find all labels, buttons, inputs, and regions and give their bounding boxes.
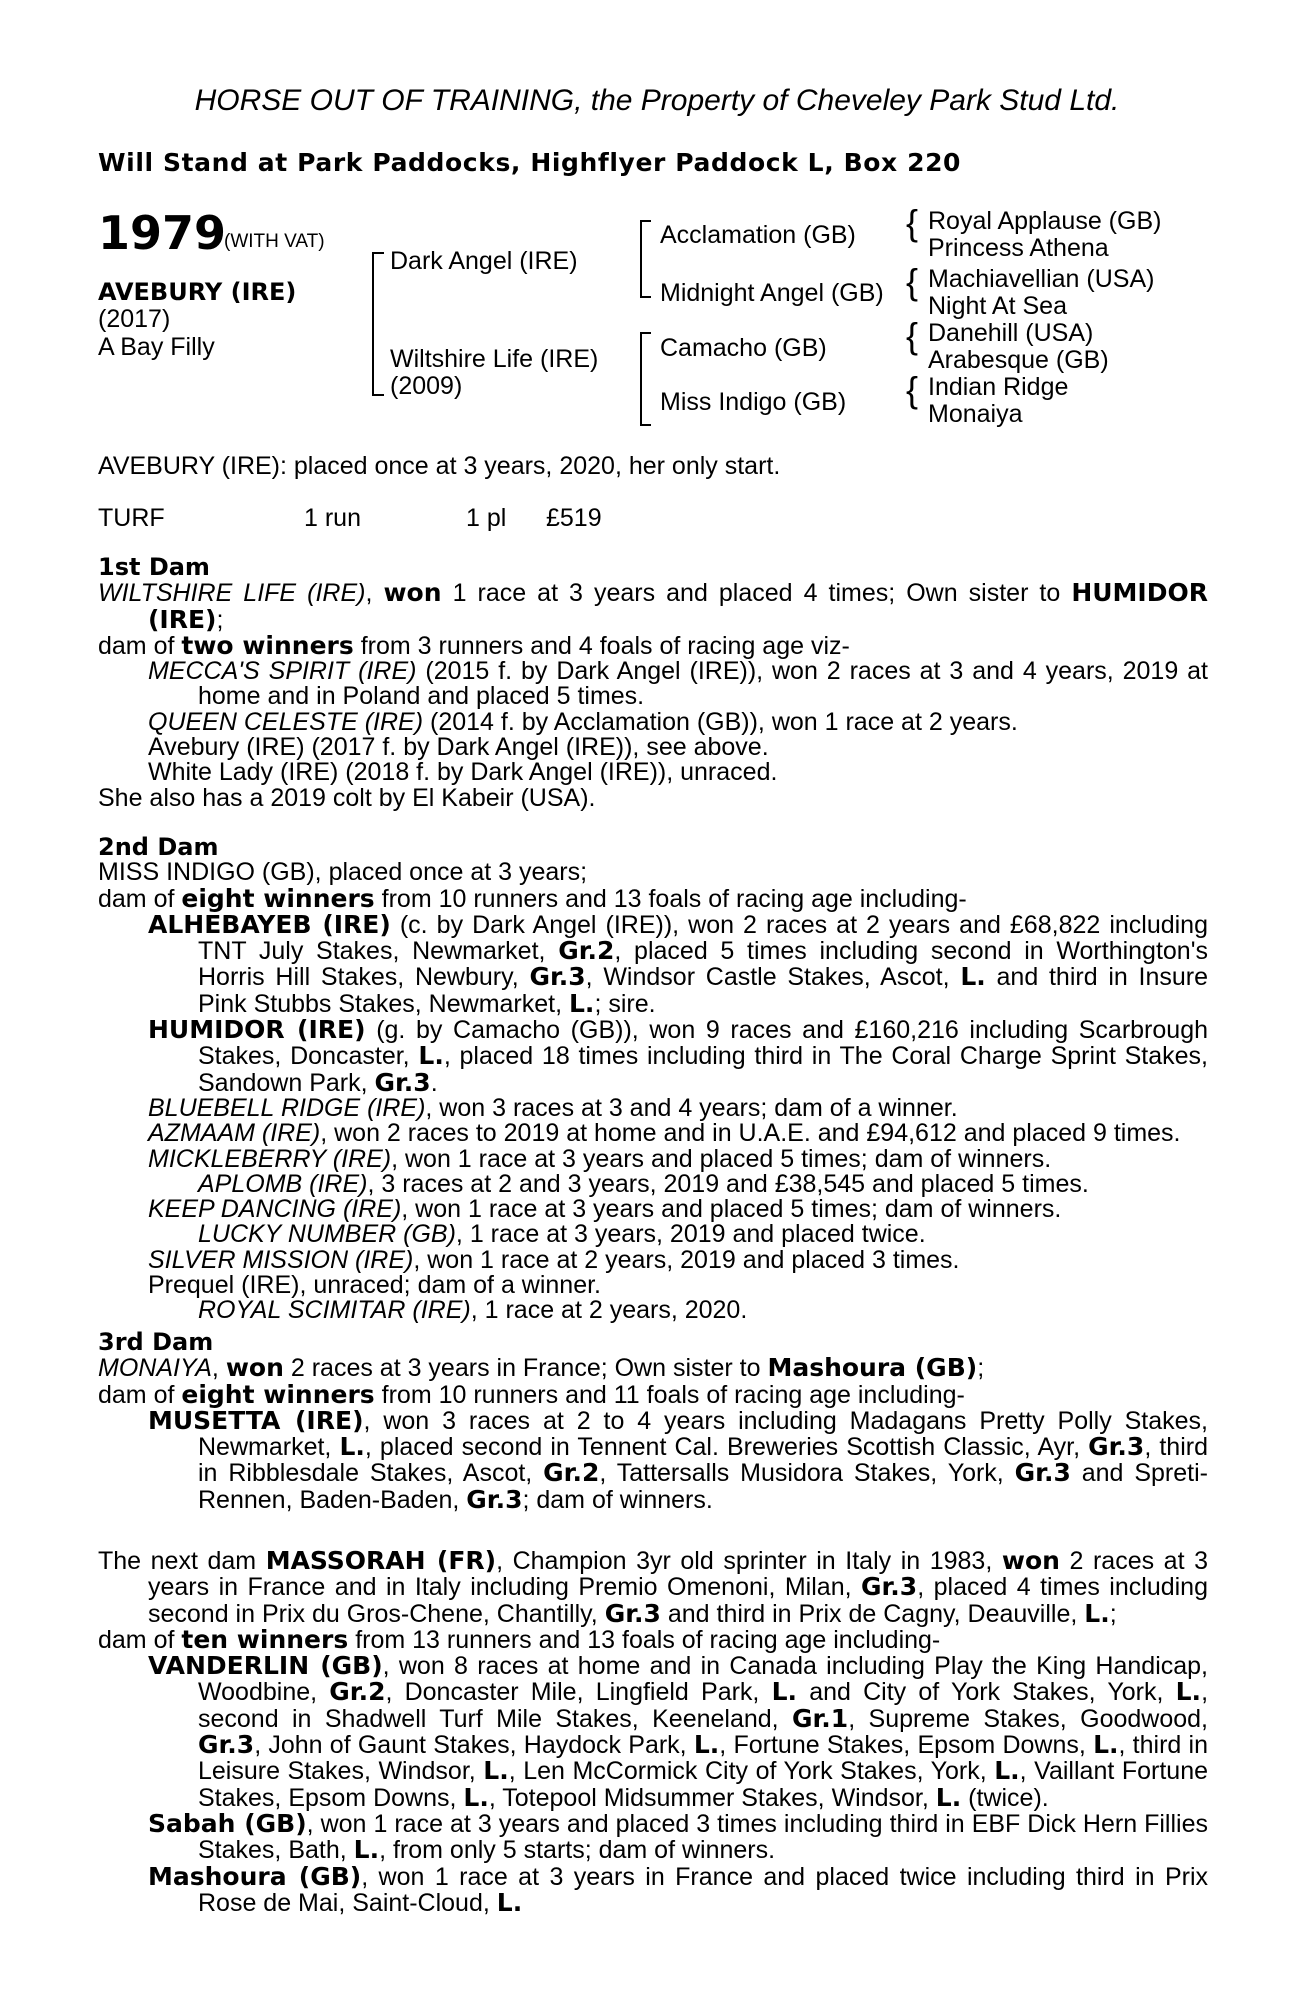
produce-name: MUSETTA (IRE) — [148, 1405, 364, 1435]
pedigree-dam-year: (2009) — [390, 372, 463, 400]
text: , Fortune Stakes, Epsom Downs, — [719, 1731, 1086, 1760]
listed: L. — [483, 1756, 509, 1786]
sister-name: HUMIDOR (IRE) — [148, 578, 1208, 634]
produce-item — [98, 909, 1209, 1018]
text: , placed second in Tennent Cal. Breweries Scottish Classic, Ayr, — [364, 1433, 1081, 1462]
listed: L. — [771, 1677, 798, 1707]
turf-runs: 1 run — [304, 504, 361, 532]
produce-item — [98, 1808, 1209, 1865]
pedigree-dss: Danehill (USA) — [928, 319, 1094, 347]
produce-item — [98, 1144, 1208, 1173]
produce-name: SILVER MISSION (IRE) — [148, 1245, 414, 1274]
text: , won 1 race at 3 years and placed 3 times including third in EBF Dick Hern Fillies Stakes, Bath, — [198, 1809, 1209, 1865]
pedigree-dam-sire: Camacho (GB) — [660, 334, 827, 362]
produce-item — [98, 1245, 1208, 1274]
section-heading: 3rd Dam — [98, 1328, 214, 1356]
produce-name: KEEP DANCING (IRE) — [148, 1195, 402, 1224]
text: , placed 4 times including second in Prix du Gros-Chene, Chantilly, — [148, 1573, 1208, 1628]
produce-note: She also has a 2019 colt by El Kabeir (USA). — [98, 783, 596, 812]
produce-item — [98, 1298, 1208, 1323]
produce-name: VANDERLIN (GB) — [148, 1651, 383, 1681]
pedigree-ssd: Princess Athena — [928, 234, 1109, 262]
dam-parents-bracket — [640, 332, 651, 426]
text: , won 1 race at 3 years and placed 5 times; dam of winners. — [391, 1144, 1052, 1173]
text: , won 1 race at 2 years, 2019 and placed 3 times. — [413, 1245, 960, 1274]
text: , Len McCormick City of York Stakes, York, — [508, 1757, 987, 1786]
text: and third in Insure Pink Stubbs Stakes, Newmarket, — [198, 963, 1209, 1018]
produce-name: MICKLEBERRY (IRE) — [148, 1144, 392, 1173]
pedigree-sss: Royal Applause (GB) — [928, 207, 1162, 235]
page-heading: HORSE OUT OF TRAINING, the Property of Cheveley Park Stud Ltd. — [194, 84, 1120, 117]
text: , won 2 races to 2019 at home and in U.A.E. and £94,612 and placed 9 times. — [320, 1119, 1181, 1148]
produce-line — [98, 883, 1208, 913]
produce-item — [98, 707, 1208, 736]
stand-location: Will Stand at Park Paddocks, Highflyer Paddock L, Box 220 — [98, 148, 962, 177]
text: , second in Shadwell Turf Mile Stakes, Keeneland, — [198, 1678, 1209, 1733]
listed: L. — [339, 1432, 365, 1462]
won-label: won — [383, 578, 442, 608]
text: 2 races at 3 years in France and in Italy including Premio Omenoni, Milan, — [148, 1547, 1209, 1602]
listed: L. — [353, 1835, 380, 1865]
won-label: won — [225, 1353, 284, 1383]
listed: L. — [693, 1730, 720, 1760]
sire-dam-bracket — [372, 252, 384, 396]
next-dam-section — [98, 1548, 1208, 1916]
grade: Gr.3 — [374, 1067, 431, 1097]
produce-item — [98, 1405, 1208, 1514]
text: , 3 races at 2 and 3 years, 2019 and £38,545 and placed 5 times. — [367, 1169, 1089, 1198]
text: and Spreti-Rennen, Baden-Baden, — [198, 1459, 1208, 1514]
produce-item — [98, 1653, 1208, 1811]
produce-name: LUCKY NUMBER (GB) — [198, 1220, 456, 1249]
horse-description: A Bay Filly — [98, 333, 215, 361]
produce-item — [98, 1197, 1208, 1222]
winners-count: two winners — [181, 630, 354, 660]
text: 2 races at 3 years in France; Own sister to — [290, 1354, 761, 1383]
brace: { — [906, 369, 919, 410]
dam-name: MONAIYA — [98, 1354, 212, 1383]
turf-placed: 1 pl — [466, 504, 507, 532]
listed: L. — [994, 1756, 1020, 1786]
brace: { — [906, 315, 919, 356]
grade: Gr.3 — [861, 1572, 918, 1602]
pedigree-dds: Indian Ridge — [928, 373, 1069, 401]
produce-line — [98, 1379, 1208, 1409]
text: , Vaillant Fortune Stakes, Epsom Downs, — [198, 1757, 1208, 1812]
pedigree-sds: Machiavellian (USA) — [928, 265, 1155, 293]
produce-item — [98, 659, 1208, 710]
first-dam-section — [98, 555, 1208, 811]
grade: Gr.3 — [604, 1598, 661, 1628]
pedigree-sire-dam: Midnight Angel (GB) — [660, 279, 884, 307]
horse-name: AVEBURY (IRE) — [98, 278, 297, 306]
listed: L. — [1093, 1730, 1119, 1760]
produce-line — [98, 630, 1208, 660]
text: (c. by Dark Angel (IRE)), won 2 races at 2 years and £68,822 including TNT July Stakes, Newmarket, — [198, 910, 1208, 966]
listed: L. — [1175, 1677, 1202, 1707]
text: dam of — [98, 1380, 175, 1409]
produce-item: Avebury (IRE) (2017 f. by Dark Angel (IRE)), see above. — [148, 733, 769, 762]
section-heading: 1st Dam — [98, 553, 210, 581]
produce-item: Prequel (IRE), unraced; dam of a winner. — [148, 1271, 602, 1300]
turf-record — [98, 504, 698, 534]
listed: L. — [569, 988, 595, 1018]
text: , 1 race at 2 years, 2020. — [470, 1296, 748, 1325]
text: and City of York Stakes, York, — [809, 1678, 1164, 1707]
grade: Gr.3 — [1088, 1432, 1145, 1462]
dam-name: WILTSHIRE LIFE (IRE) — [98, 579, 366, 608]
sire-parents-bracket — [640, 220, 651, 298]
produce-name: MECCA'S SPIRIT (IRE) — [148, 657, 417, 686]
text: ; sire. — [594, 989, 656, 1018]
text: dam of — [98, 884, 175, 913]
text: from 3 runners and 4 foals of racing age viz- — [360, 631, 850, 660]
produce-name: BLUEBELL RIDGE (IRE) — [148, 1093, 426, 1122]
section-heading: 2nd Dam — [98, 833, 219, 861]
text: , John of Gaunt Stakes, Haydock Park, — [254, 1731, 687, 1760]
dam-name: MASSORAH (FR) — [265, 1546, 497, 1575]
text: , won 8 races at home and in Canada including Play the King Handicap, Woodbine, — [198, 1652, 1208, 1707]
text: from 10 runners and 11 foals of racing age including- — [381, 1380, 965, 1409]
text: , Tattersalls Musidora Stakes, York, — [599, 1459, 1004, 1488]
produce-name: Mashoura (GB) — [148, 1861, 362, 1891]
pedigree-dam-dam: Miss Indigo (GB) — [660, 388, 847, 416]
winners-count: eight winners — [181, 1379, 375, 1409]
text: , 1 race at 3 years, 2019 and placed twice. — [455, 1220, 926, 1249]
text: The next dam — [98, 1547, 257, 1575]
text: (twice). — [968, 1783, 1049, 1812]
produce-item — [98, 1093, 1208, 1122]
second-dam-section — [98, 835, 1208, 1324]
vat-note: (WITH VAT) — [224, 231, 325, 252]
listed: L. — [1084, 1598, 1110, 1628]
produce-item — [98, 1861, 1208, 1917]
listed: L. — [935, 1782, 962, 1812]
text: , won 1 race at 3 years in France and placed twice including third in Prix Rose de Mai, Saint-Cloud, — [198, 1862, 1208, 1917]
third-dam-section — [98, 1330, 1208, 1513]
pedigree-sdd: Night At Sea — [928, 292, 1067, 320]
text: dam of — [98, 631, 175, 660]
text: , won 3 races at 3 and 4 years; dam of a winner. — [425, 1093, 958, 1122]
listed: L. — [496, 1887, 523, 1917]
won-label: won — [1001, 1546, 1060, 1575]
winners-count: ten winners — [181, 1624, 349, 1654]
race-summary: AVEBURY (IRE): placed once at 3 years, 2020, her only start. — [98, 452, 781, 480]
pedigree-sire-sire: Acclamation (GB) — [660, 221, 856, 249]
grade: Gr.2 — [329, 1677, 386, 1707]
text: , Doncaster Mile, Lingfield Park, — [385, 1678, 760, 1707]
grade: Gr.3 — [1014, 1458, 1071, 1488]
pedigree-sire: Dark Angel (IRE) — [390, 247, 578, 275]
dam-line: WILTSHIRE LIFE (IRE), won 1 race at 3 years and placed 4 times; Own sister to HUMIDOR (IRE); — [98, 578, 1208, 634]
text: (g. by Camacho (GB)), won 9 races and £160,216 including Scarbrough Stakes, Doncaster, — [198, 1016, 1208, 1071]
produce-item — [98, 1169, 1208, 1198]
produce-name: ALHEBAYEB (IRE) — [148, 909, 391, 939]
text: . — [430, 1068, 438, 1097]
dam-line: MISS INDIGO (GB), placed once at 3 years; — [98, 858, 588, 887]
grade: Gr.2 — [543, 1458, 600, 1488]
text: , Windsor Castle Stakes, Ascot, — [585, 963, 950, 992]
produce-name: AZMAAM (IRE) — [148, 1119, 321, 1148]
text: from 13 runners and 13 foals of racing age including- — [355, 1625, 941, 1654]
produce-name: APLOMB (IRE) — [198, 1169, 368, 1198]
dam-line: MONAIYA, won 2 races at 3 years in France; Own sister to Mashoura (GB); — [98, 1353, 985, 1383]
listed: L. — [418, 1041, 444, 1071]
produce-text: (2015 f. by Dark Angel (IRE)), won 2 races at 3 and 4 years, 2019 at home and in Poland and placed 5 times. — [198, 657, 1209, 711]
produce-name: ROYAL SCIMITAR (IRE) — [198, 1296, 471, 1325]
brace: { — [906, 261, 919, 302]
produce-item — [98, 1017, 1208, 1096]
produce-item — [98, 1222, 1208, 1247]
text: , won 1 race at 3 years and placed 5 times; dam of winners. — [401, 1195, 1062, 1224]
horse-year: (2017) — [98, 305, 171, 333]
turf-label: TURF — [98, 504, 165, 532]
dam-line — [98, 1548, 1208, 1627]
text: and third in Prix de Cagny, Deauville, — [667, 1599, 1078, 1628]
text: , placed 5 times including second in Worthington's Horris Hill Stakes, Newbury, — [198, 937, 1208, 992]
text: , Champion 3yr old sprinter in Italy in 1983, — [496, 1547, 993, 1575]
winners-count: eight winners — [181, 883, 375, 913]
grade: Gr.2 — [558, 936, 615, 966]
sister-name: Mashoura (GB) — [767, 1353, 978, 1383]
produce-line — [98, 1624, 1208, 1654]
grade: Gr.3 — [529, 962, 586, 992]
produce-text: (2014 f. by Acclamation (GB)), won 1 race at 2 years. — [430, 707, 1018, 736]
listed: L. — [463, 1782, 489, 1812]
turf-prize: £519 — [546, 504, 602, 532]
text: , third in Leisure Stakes, Windsor, — [198, 1731, 1208, 1786]
produce-name: QUEEN CELESTE (IRE) — [148, 707, 424, 736]
text: , third in Ribblesdale Stakes, Ascot, — [198, 1433, 1208, 1488]
text: ; dam of winners. — [522, 1485, 713, 1514]
lot-number: 1979 — [98, 206, 227, 260]
produce-name: Sabah (GB) — [148, 1808, 307, 1838]
text: , Totepool Midsummer Stakes, Windsor, — [488, 1783, 929, 1812]
text: from 10 runners and 13 foals of racing age including- — [381, 884, 967, 913]
text: dam of — [98, 1625, 175, 1654]
grade: Gr.1 — [792, 1703, 849, 1733]
dam-text: 1 race at 3 years and placed 4 times; Own sister to — [452, 579, 1061, 608]
text: ; — [1109, 1599, 1117, 1628]
text: , won 3 races at 2 to 4 years including Madagans Pretty Polly Stakes, Newmarket, — [198, 1406, 1208, 1462]
produce-item — [98, 1121, 1208, 1146]
grade: Gr.3 — [198, 1730, 255, 1760]
pedigree-dam: Wiltshire Life (IRE) — [390, 345, 599, 373]
text: , placed 18 times including third in The Coral Charge Sprint Stakes, Sandown Park, — [198, 1042, 1209, 1097]
text: , Supreme Stakes, Goodwood, — [848, 1704, 1208, 1733]
pedigree-dsd: Arabesque (GB) — [928, 346, 1109, 374]
listed: L. — [960, 962, 986, 992]
pedigree-ddd: Monaiya — [928, 400, 1023, 428]
grade: Gr.3 — [466, 1484, 523, 1514]
produce-item: White Lady (IRE) (2018 f. by Dark Angel (IRE)), unraced. — [148, 758, 778, 787]
produce-name: HUMIDOR (IRE) — [148, 1015, 366, 1045]
text: , from only 5 starts; dam of winners. — [379, 1836, 776, 1865]
brace: { — [906, 202, 919, 243]
